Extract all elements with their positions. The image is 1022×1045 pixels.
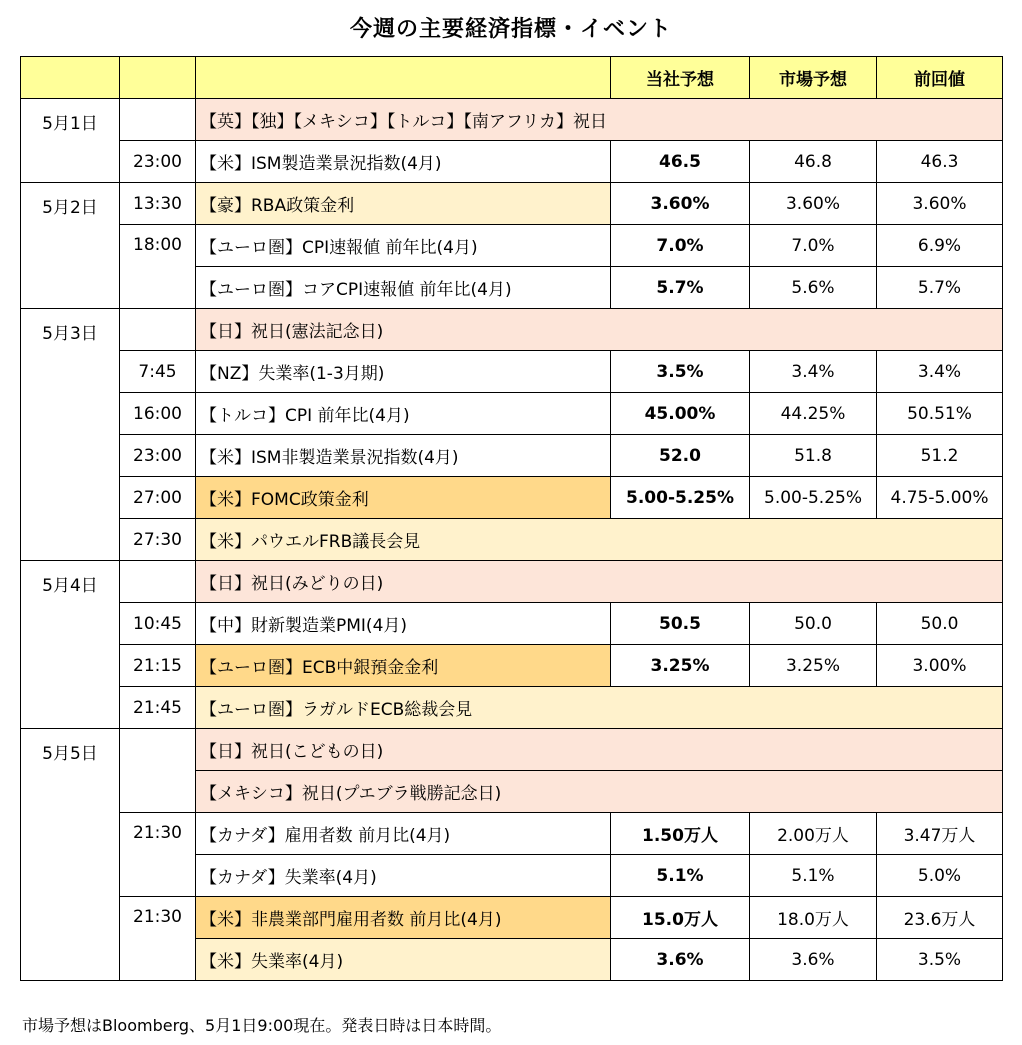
time-cell: 10:45: [120, 603, 196, 645]
forecast-cell: 5.00-5.25%: [611, 477, 750, 519]
table-row: [21, 645, 1003, 687]
table-row: [21, 309, 1003, 351]
event-cell: 【米】パウエルFRB議長会見: [196, 519, 1003, 561]
event-cell: 【中】財新製造業PMI(4月): [196, 603, 611, 645]
time-cell: 21:30: [120, 897, 196, 981]
market-cell: 7.0%: [750, 225, 877, 267]
forecast-cell: 5.1%: [611, 855, 750, 897]
forecast-cell: 3.60%: [611, 183, 750, 225]
table-row: [21, 141, 1003, 183]
time-cell: 23:00: [120, 435, 196, 477]
market-cell: 5.6%: [750, 267, 877, 309]
event-cell: 【カナダ】失業率(4月): [196, 855, 611, 897]
table-row: [21, 897, 1003, 939]
date-cell: 5月2日: [21, 183, 120, 309]
time-cell: 18:00: [120, 225, 196, 309]
previous-cell: 3.47万人: [877, 813, 1003, 855]
date-cell: 5月3日: [21, 309, 120, 561]
events-table: [20, 56, 1003, 981]
time-cell: 27:30: [120, 519, 196, 561]
forecast-cell: 1.50万人: [611, 813, 750, 855]
previous-cell: 50.51%: [877, 393, 1003, 435]
previous-cell: 5.7%: [877, 267, 1003, 309]
event-cell: 【トルコ】CPI 前年比(4月): [196, 393, 611, 435]
footnote: 市場予想はBloomberg、5月1日9:00現在。発表日時は日本時間。: [22, 1016, 502, 1035]
previous-cell: 3.5%: [877, 939, 1003, 981]
time-cell: [120, 309, 196, 351]
previous-cell: 3.00%: [877, 645, 1003, 687]
forecast-cell: 45.00%: [611, 393, 750, 435]
table-row: [21, 435, 1003, 477]
table-row: [21, 477, 1003, 519]
table-row: [21, 393, 1003, 435]
forecast-cell: 3.6%: [611, 939, 750, 981]
forecast-cell: 5.7%: [611, 267, 750, 309]
event-cell: 【米】FOMC政策金利: [196, 477, 611, 519]
market-cell: 3.60%: [750, 183, 877, 225]
date-cell: 5月1日: [21, 99, 120, 183]
market-cell: 44.25%: [750, 393, 877, 435]
previous-cell: 6.9%: [877, 225, 1003, 267]
table-row: [21, 729, 1003, 771]
forecast-cell: 7.0%: [611, 225, 750, 267]
event-cell: 【日】祝日(こどもの日): [196, 729, 1003, 771]
time-cell: 27:00: [120, 477, 196, 519]
forecast-cell: 3.25%: [611, 645, 750, 687]
time-cell: 21:45: [120, 687, 196, 729]
time-cell: [120, 561, 196, 603]
previous-cell: 3.60%: [877, 183, 1003, 225]
table-row: [21, 99, 1003, 141]
table-row: [21, 813, 1003, 855]
previous-cell: 50.0: [877, 603, 1003, 645]
market-cell: 2.00万人: [750, 813, 877, 855]
event-cell: 【米】ISM非製造業景況指数(4月): [196, 435, 611, 477]
event-cell: 【豪】RBA政策金利: [196, 183, 611, 225]
event-cell: 【カナダ】雇用者数 前月比(4月): [196, 813, 611, 855]
time-cell: 21:15: [120, 645, 196, 687]
market-cell: 46.8: [750, 141, 877, 183]
event-cell: 【NZ】失業率(1-3月期): [196, 351, 611, 393]
page-title: 今週の主要経済指標・イベント: [349, 17, 672, 42]
market-cell: 5.00-5.25%: [750, 477, 877, 519]
forecast-cell: 46.5: [611, 141, 750, 183]
market-cell: 3.4%: [750, 351, 877, 393]
header-date: [21, 57, 120, 99]
event-cell: 【ユーロ圏】CPI速報値 前年比(4月): [196, 225, 611, 267]
date-cell: 5月4日: [21, 561, 120, 729]
header-row: [21, 57, 1003, 99]
table-row: [21, 561, 1003, 603]
time-cell: 23:00: [120, 141, 196, 183]
market-cell: 3.6%: [750, 939, 877, 981]
event-cell: 【米】失業率(4月): [196, 939, 611, 981]
market-cell: 50.0: [750, 603, 877, 645]
table-row: [21, 351, 1003, 393]
event-cell: 【日】祝日(憲法記念日): [196, 309, 1003, 351]
event-cell: 【米】非農業部門雇用者数 前月比(4月): [196, 897, 611, 939]
date-cell: 5月5日: [21, 729, 120, 981]
market-cell: 51.8: [750, 435, 877, 477]
previous-cell: 23.6万人: [877, 897, 1003, 939]
time-cell: 21:30: [120, 813, 196, 897]
table-row: [21, 603, 1003, 645]
time-cell: [120, 99, 196, 141]
market-cell: 3.25%: [750, 645, 877, 687]
header-time: [120, 57, 196, 99]
time-cell: 13:30: [120, 183, 196, 225]
table-row: [21, 183, 1003, 225]
forecast-cell: 15.0万人: [611, 897, 750, 939]
previous-cell: 5.0%: [877, 855, 1003, 897]
header-previous: 前回値: [877, 57, 1003, 99]
forecast-cell: 50.5: [611, 603, 750, 645]
header-forecast: 当社予想: [611, 57, 750, 99]
event-cell: 【ユーロ圏】コアCPI速報値 前年比(4月): [196, 267, 611, 309]
time-cell: 16:00: [120, 393, 196, 435]
forecast-cell: 3.5%: [611, 351, 750, 393]
table-row: [21, 687, 1003, 729]
event-cell: 【英】【独】【メキシコ】【トルコ】【南アフリカ】祝日: [196, 99, 1003, 141]
time-cell: [120, 729, 196, 813]
header-event: [196, 57, 611, 99]
table-row: [21, 519, 1003, 561]
previous-cell: 3.4%: [877, 351, 1003, 393]
previous-cell: 46.3: [877, 141, 1003, 183]
event-cell: 【ユーロ圏】ラガルドECB総裁会見: [196, 687, 1003, 729]
previous-cell: 4.75-5.00%: [877, 477, 1003, 519]
previous-cell: 51.2: [877, 435, 1003, 477]
event-cell: 【米】ISM製造業景況指数(4月): [196, 141, 611, 183]
forecast-cell: 52.0: [611, 435, 750, 477]
event-cell: 【日】祝日(みどりの日): [196, 561, 1003, 603]
event-cell: 【メキシコ】祝日(プエブラ戦勝記念日): [196, 771, 1003, 813]
event-cell: 【ユーロ圏】ECB中銀預金金利: [196, 645, 611, 687]
market-cell: 5.1%: [750, 855, 877, 897]
header-market: 市場予想: [750, 57, 877, 99]
table-row: [21, 225, 1003, 267]
market-cell: 18.0万人: [750, 897, 877, 939]
time-cell: 7:45: [120, 351, 196, 393]
